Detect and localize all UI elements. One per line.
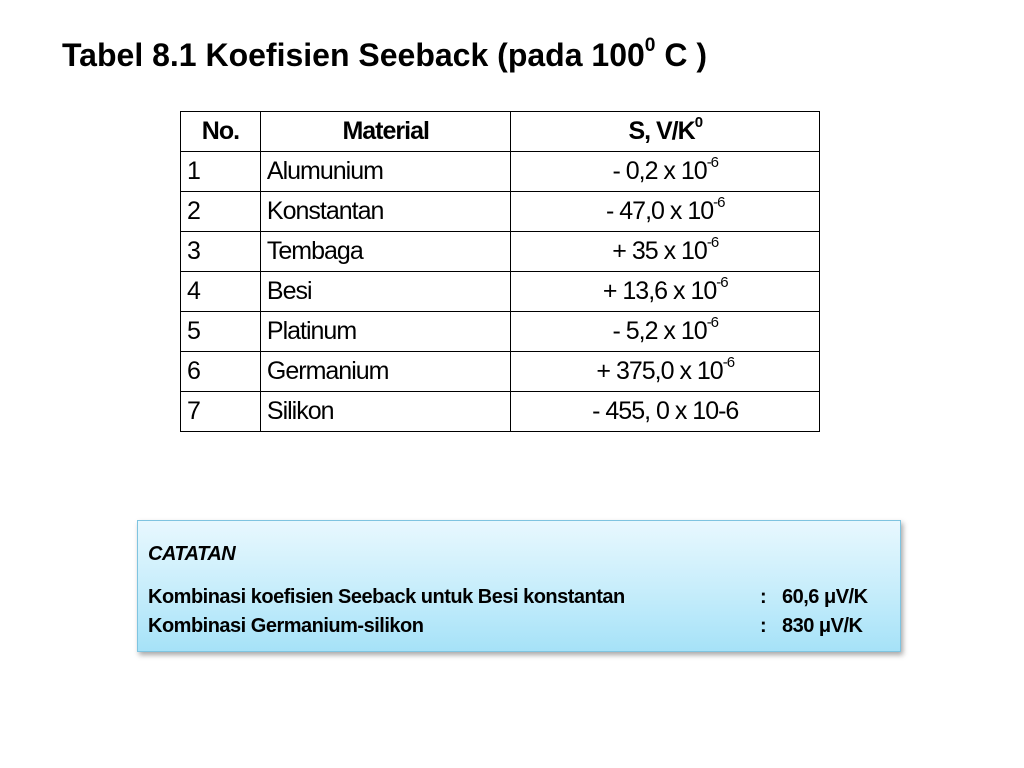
row-no: 5 <box>181 312 261 352</box>
row-coefficient <box>511 352 820 392</box>
title-suffix: C ) <box>655 37 707 73</box>
row-coefficient-value: - 5,2 x 10 <box>612 317 707 345</box>
seebeck-table <box>180 111 820 432</box>
row-coefficient <box>511 152 820 192</box>
table-row <box>181 392 820 432</box>
title-text: Tabel 8.1 Koefisien Seeback (pada 100 <box>62 37 645 73</box>
note-separator: : <box>760 615 767 637</box>
table-row <box>181 352 820 392</box>
row-coefficient-value: - 455, 0 x 10-6 <box>592 397 739 425</box>
row-coefficient <box>511 192 820 232</box>
row-coefficient-value: + 35 x 10 <box>612 237 707 265</box>
row-coefficient <box>511 272 820 312</box>
row-coefficient <box>511 392 820 432</box>
row-coefficient-value: + 375,0 x 10 <box>596 357 723 385</box>
row-coefficient-value: - 47,0 x 10 <box>606 197 714 225</box>
header-coefficient <box>511 112 820 152</box>
row-material: Konstantan <box>260 192 511 232</box>
row-material: Platinum <box>260 312 511 352</box>
row-material: Alumunium <box>260 152 511 192</box>
row-no: 3 <box>181 232 261 272</box>
row-coefficient-exponent: -6 <box>722 354 735 372</box>
row-coefficient-value: - 0,2 x 10 <box>612 157 707 185</box>
row-coefficient-exponent: -6 <box>706 234 719 252</box>
table-row <box>181 312 820 352</box>
table-row <box>181 192 820 232</box>
row-coefficient-exponent: -6 <box>706 314 719 332</box>
row-coefficient-exponent: -6 <box>716 274 728 292</box>
header-no: No. <box>181 112 261 152</box>
note-label: Kombinasi Germanium-silikon <box>148 615 424 637</box>
row-material: Besi <box>260 272 511 312</box>
header-coefficient-superscript: 0 <box>694 114 703 132</box>
note-value: 830 μV/K <box>782 615 863 637</box>
note-label: Kombinasi koefisien Seeback untuk Besi konstantan <box>148 586 625 608</box>
row-coefficient-exponent: -6 <box>713 194 725 212</box>
row-coefficient <box>511 312 820 352</box>
note-value: 60,6 μV/K <box>782 586 868 608</box>
row-no: 1 <box>181 152 261 192</box>
table-row <box>181 152 820 192</box>
note-separator: : <box>760 586 767 608</box>
slide-title <box>62 34 707 76</box>
row-coefficient <box>511 232 820 272</box>
row-no: 4 <box>181 272 261 312</box>
row-no: 7 <box>181 392 261 432</box>
title-superscript: 0 <box>644 35 656 57</box>
row-material: Germanium <box>260 352 511 392</box>
row-no: 6 <box>181 352 261 392</box>
header-coefficient-text: S, V/K <box>628 117 695 145</box>
note-box <box>137 520 901 652</box>
row-material: Silikon <box>260 392 511 432</box>
row-no: 2 <box>181 192 261 232</box>
note-line <box>148 583 890 612</box>
note-heading: CATATAN <box>148 543 236 565</box>
table-row <box>181 272 820 312</box>
header-material: Material <box>260 112 511 152</box>
table-row <box>181 232 820 272</box>
row-coefficient-exponent: -6 <box>706 154 719 172</box>
table-header-row <box>181 112 820 152</box>
note-line <box>148 612 890 641</box>
row-coefficient-value: + 13,6 x 10 <box>602 277 717 305</box>
row-material: Tembaga <box>260 232 511 272</box>
